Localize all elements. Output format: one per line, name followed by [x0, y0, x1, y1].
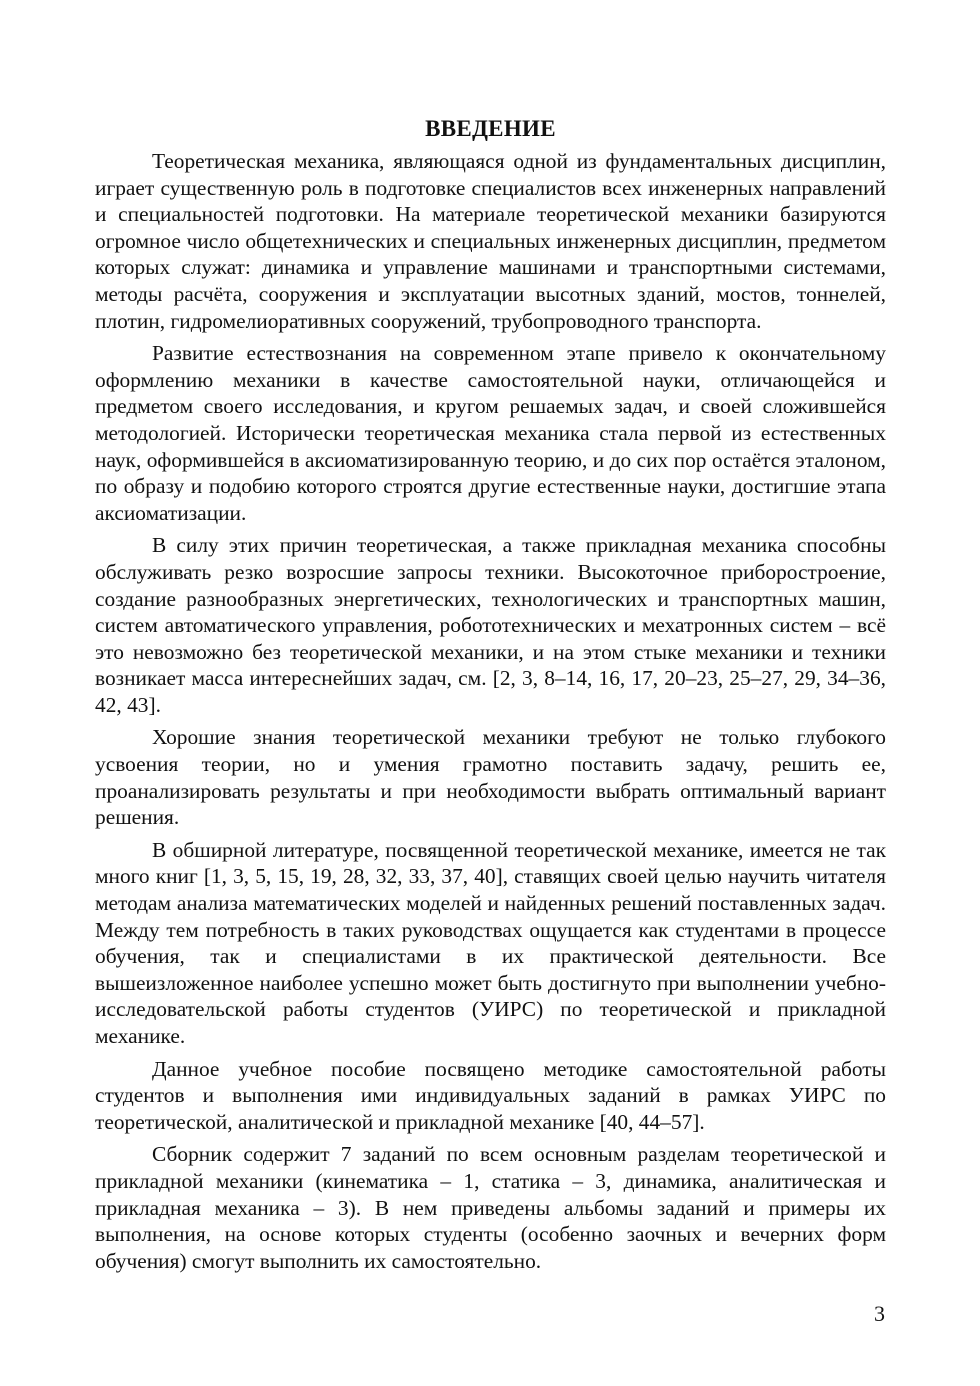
paragraph-4: Хорошие знания теоретической механики требуют не только глубокого усвоения теории, но и умения грамотно поставить задачу, решить ее, проанализировать результаты и при необходимости выбрать оптимальный вариант решения. — [95, 725, 886, 830]
page-content — [95, 112, 886, 1280]
paragraph-7: Сборник содержит 7 заданий по всем основным разделам теоретической и прикладной механики (кинематика – 1, статика – 3, динамика, аналитическая и прикладная механика – 3). В нем приведены альбомы заданий и примеры их выполнения, на основе которых студенты (особенно заочных и вечерних форм обучения) смогут выполнить их самостоятельно. — [95, 1142, 886, 1273]
page-number: 3 — [874, 1301, 885, 1326]
paragraph-6: Данное учебное пособие посвящено методике самостоятельной работы студентов и выполнения ими индивидуальных заданий в рамках УИРС по теоретической, аналитической и прикладной механике [40, 44–57]. — [95, 1056, 886, 1134]
paragraph-1: Теоретическая механика, являющаяся одной из фундаментальных дисциплин, играет существенную роль в подготовке специалистов всех инженерных направлений и специальностей подготовки. На материале теоретической механики базируются огромное число общетехнических и специальных инженерных дисциплин, предметом которых служат: динамика и управление машинами и транспортными системами, методы расчёта, сооружения и эксплуатации высотных зданий, мостов, тоннелей, плотин, гидромелиоративных сооружений, трубопроводного транспорта. — [95, 149, 886, 333]
section-heading: ВВЕДЕНИЕ — [425, 116, 556, 141]
paragraph-5: В обширной литературе, посвященной теоретической механике, имеется не так много книг [1, 3, 5, 15, 19, 28, 32, 33, 37, 40], ставящих своей целью научить читателя методам анализа математических моделей и найденных решений поставленных задач. Между тем потребность в таких руководствах ощущается как студентами в процессе обучения, так и специалистами в их практической деятельности. Все вышеизложенное наиболее успешно может быть достигнуто при выполнении учебно-исследовательской работы студентов (УИРС) по теоретической и прикладной механике. — [95, 837, 886, 1048]
paragraph-2: Развитие естествознания на современном этапе привело к окончательному оформлению механики в качестве самостоятельной науки, отличающейся и предметом своего исследования, и кругом решаемых задач, и своей сложившейся методологией. Исторически теоретическая механика стала первой из естественных наук, оформившейся в аксиоматизированную теорию, и до сих пор остаётся эталоном, по образу и подобию которого строятся другие естественные науки, достигшие этапа аксиоматизации. — [95, 341, 886, 525]
paragraph-3: В силу этих причин теоретическая, а также прикладная механика способны обслуживать резко возросшие запросы техники. Высокоточное приборостроение, создание разнообразных энергетических, технологических и транспортных машин, систем автоматического управления, робототехнических и мехатронных систем – всё это невозможно без теоретической механики, и на этом стыке механики и техники возникает масса интереснейших задач, см. [2, 3, 8–14, 16, 17, 20–23, 25–27, 29, 34–36, 42, 43]. — [95, 533, 886, 717]
